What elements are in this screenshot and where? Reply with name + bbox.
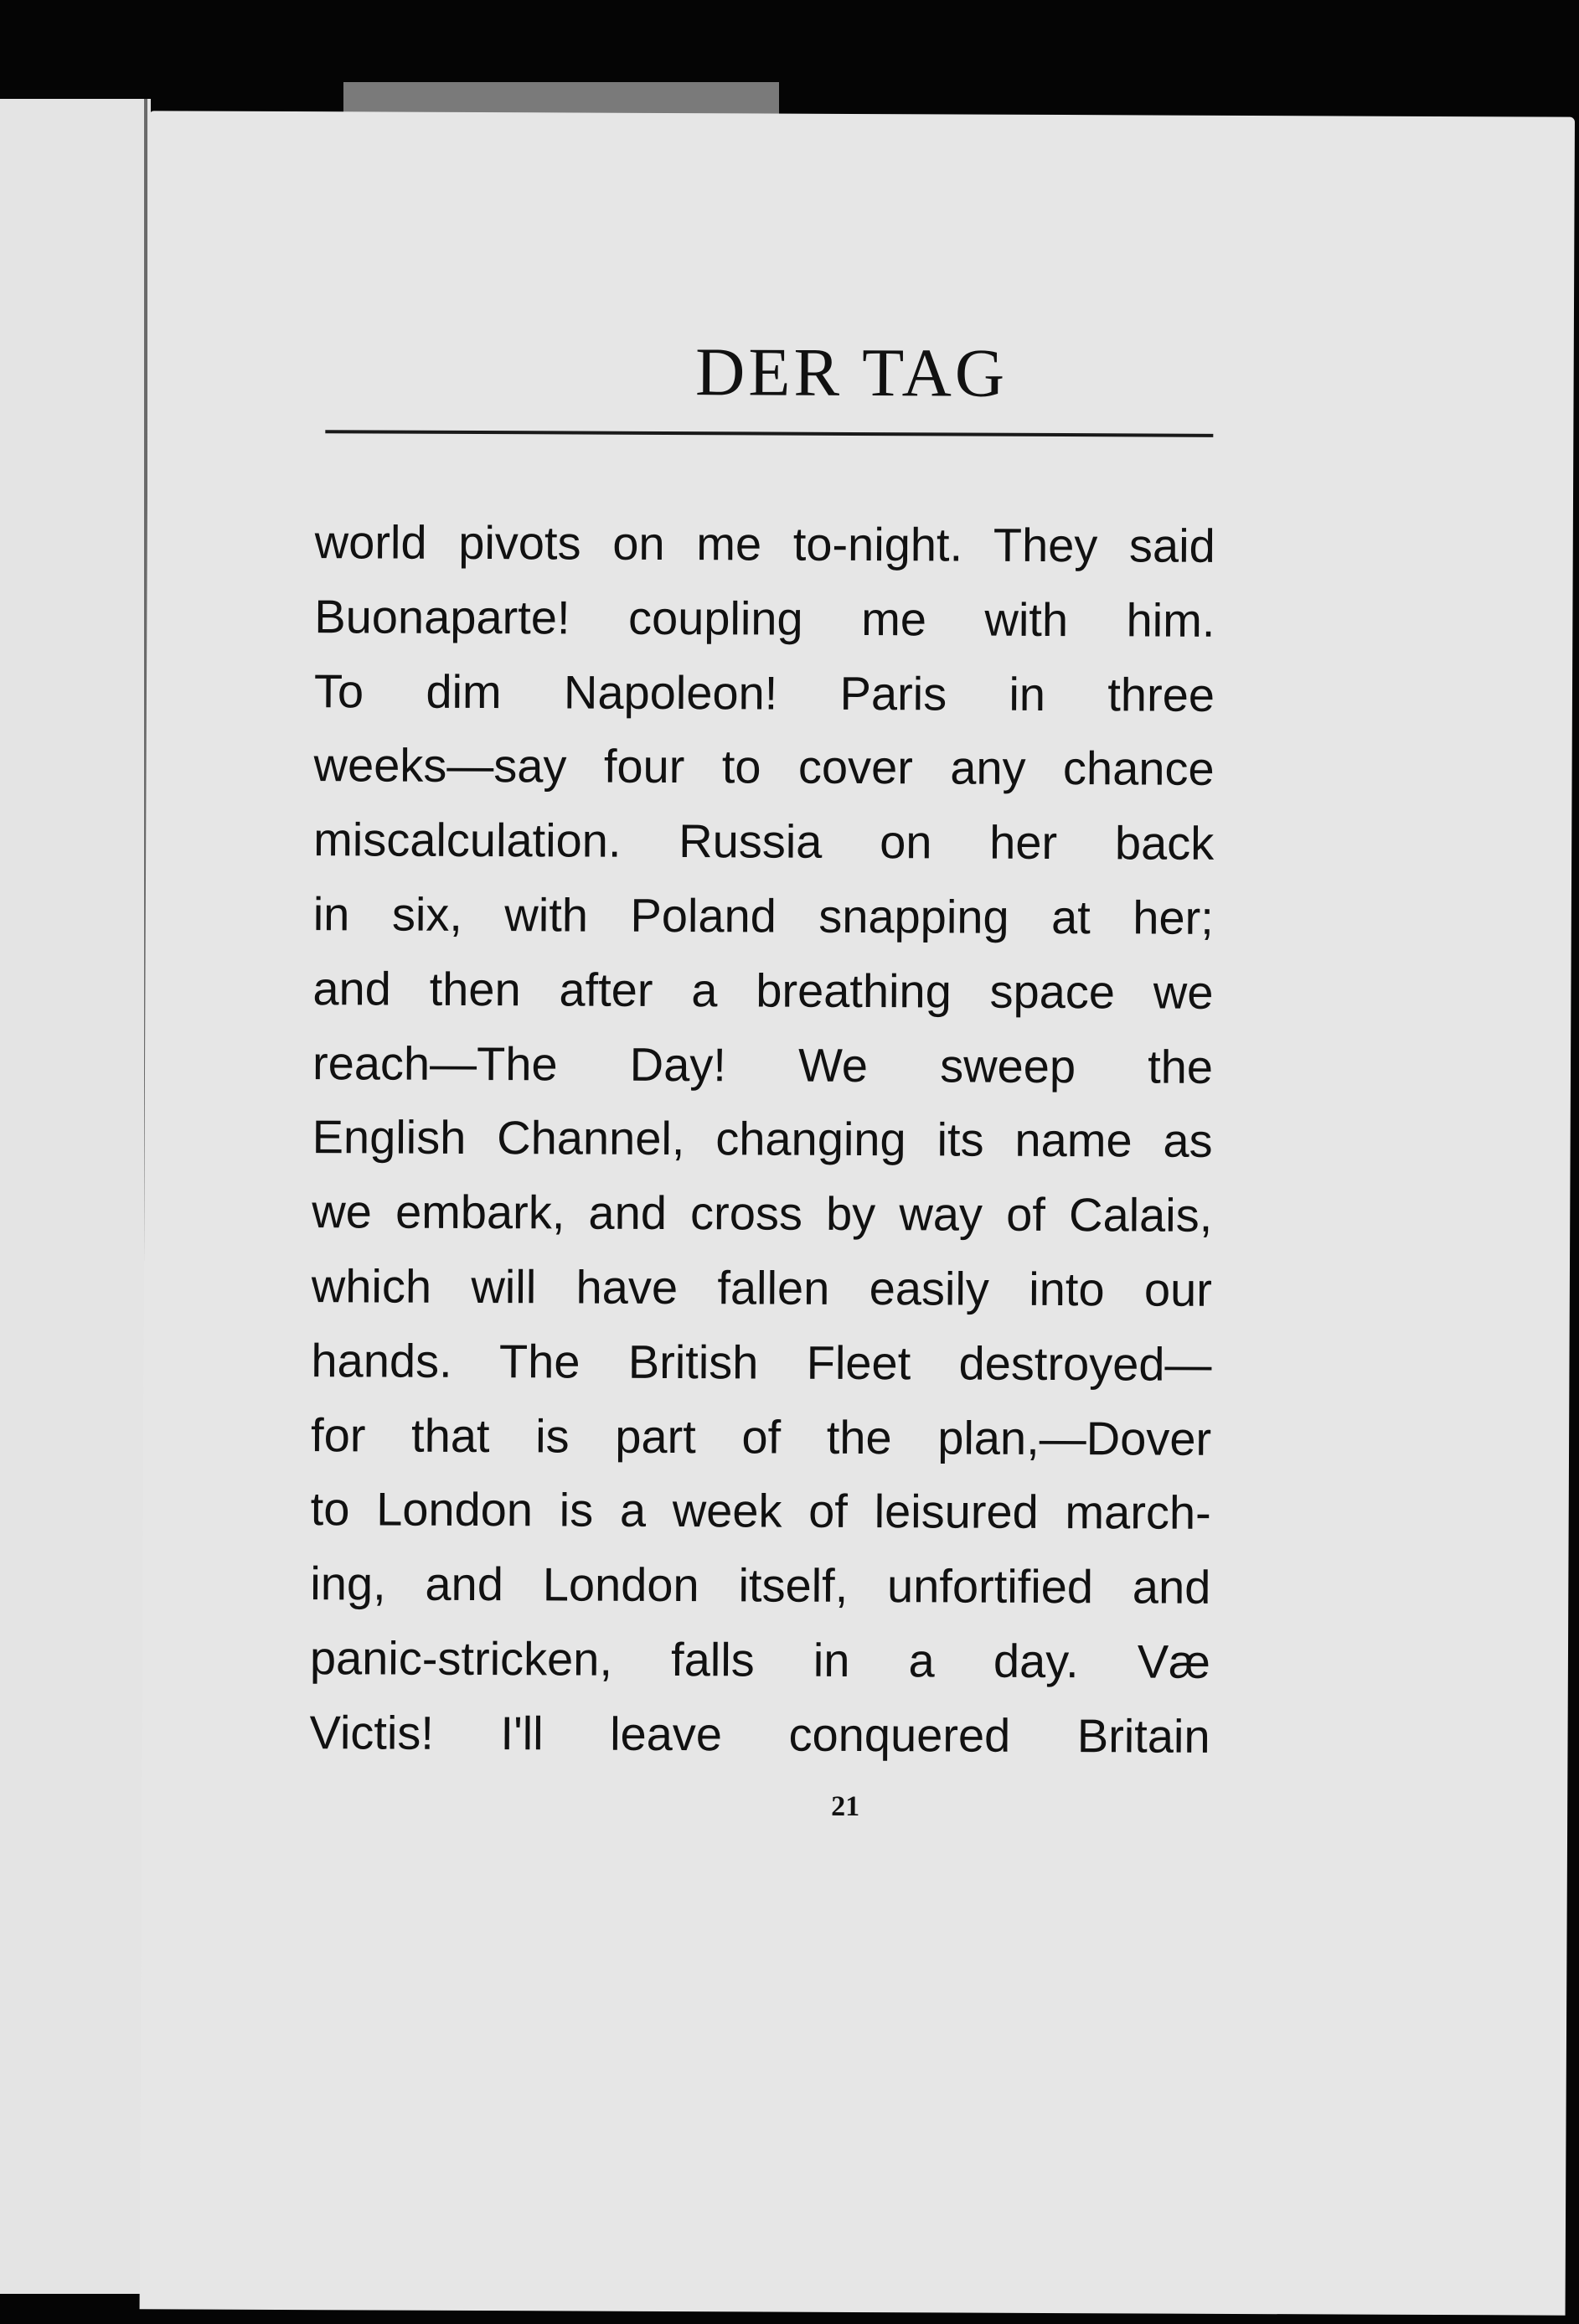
text-line: Buonaparte! coupling me with him. — [314, 589, 1215, 647]
text-line: miscalculation. Russia on her back — [313, 813, 1215, 870]
text-line: ing, and London itself, unfortified and — [310, 1557, 1211, 1614]
text-line: reach—The Day! We sweep the — [312, 1035, 1214, 1093]
text-line: and then after a breathing space we — [312, 961, 1214, 1019]
text-line: weeks—say four to cover any chance — [313, 738, 1215, 796]
text-line: in six, with Poland snapping at her; — [312, 887, 1214, 944]
facing-page-edge — [0, 99, 151, 2294]
text-line: To dim Napoleon! Paris in three — [313, 664, 1215, 721]
text-line: we embark, and cross by way of Calais, — [312, 1185, 1213, 1242]
text-line: English Channel, changing its name as — [312, 1110, 1213, 1168]
text-line: to London is a week of leisured march- — [310, 1482, 1211, 1540]
header-rule — [325, 430, 1213, 437]
text-line: which will have fallen easily into our — [311, 1259, 1213, 1316]
text-line: for that is part of the plan,—Dover — [310, 1407, 1212, 1465]
text-line: hands. The British Fleet destroyed— — [311, 1333, 1212, 1391]
text-line: panic-stricken, falls in a day. Væ — [309, 1631, 1211, 1688]
text-line: world pivots on me to-night. They said — [314, 515, 1215, 572]
running-head: DER TAG — [694, 333, 1009, 411]
text-line: Victis! I'll leave conquered Britain — [309, 1705, 1210, 1763]
book-page — [140, 111, 1575, 2315]
page-number: 21 — [831, 1790, 860, 1823]
body-text — [309, 505, 1215, 1774]
